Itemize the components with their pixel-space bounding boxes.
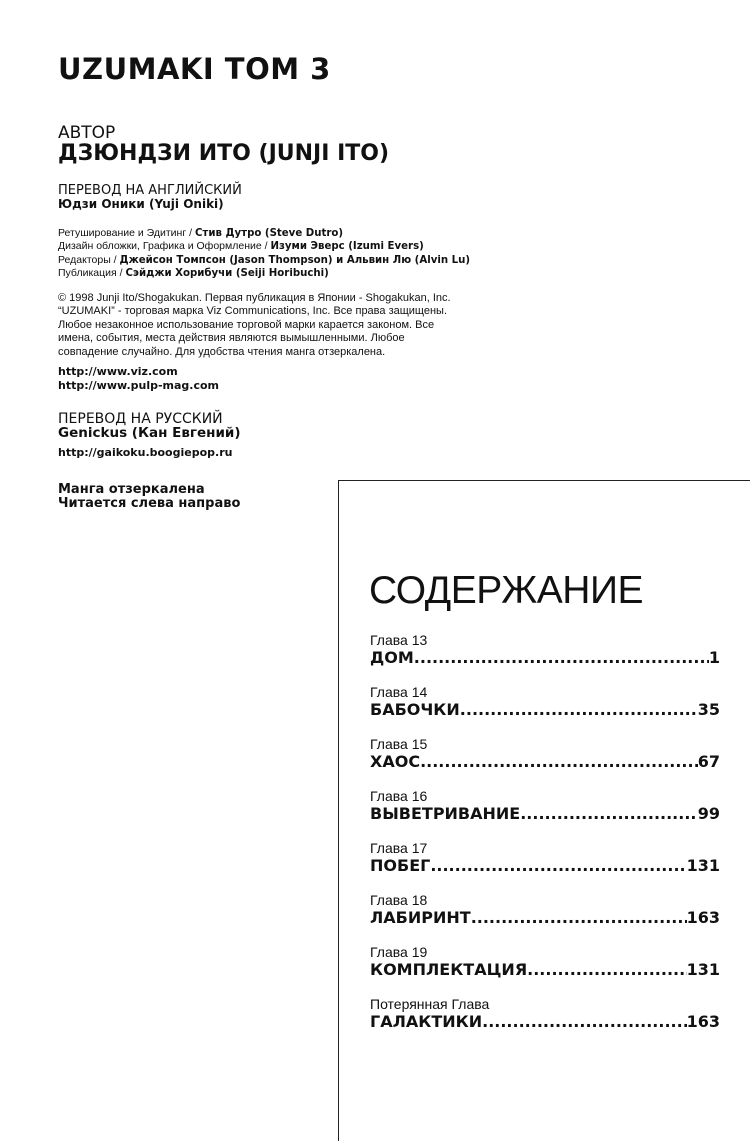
- credit-role: Редакторы /: [58, 253, 120, 266]
- mirror-note-line: Манга отзеркалена: [58, 482, 205, 497]
- credit-role: Дизайн обложки, Графика и Оформление /: [58, 240, 271, 253]
- mirror-note: [58, 483, 240, 511]
- toc-entry[interactable]: [370, 840, 720, 892]
- toc-leader-dots: [471, 908, 687, 928]
- russian-translator-name: Genickus (Кан Евгений): [58, 425, 241, 441]
- toc-leader-dots: [420, 752, 698, 772]
- toc-chapter-label: Глава 17: [370, 840, 428, 856]
- author-label: АВТОР: [58, 123, 116, 143]
- publisher-links: [58, 365, 219, 392]
- page-title: UZUMAKI ТОМ 3: [58, 52, 331, 86]
- toc-chapter-name: ДОМ: [370, 648, 414, 667]
- toc-page-number: 99: [697, 804, 720, 823]
- copyright-line: имена, события, места действия являются вымышленными. Любое: [58, 332, 405, 345]
- english-translation-label: ПЕРЕВОД НА АНГЛИЙСКИЙ: [58, 183, 242, 198]
- translator-site-link[interactable]: http://gaikoku.boogiepop.ru: [58, 446, 233, 459]
- toc-page-number: 67: [697, 752, 720, 771]
- toc-chapter-label: Глава 15: [370, 736, 428, 752]
- toc-entry[interactable]: [370, 632, 720, 684]
- toc-title: СОДЕРЖАНИЕ: [369, 569, 644, 612]
- toc-chapter-name: КОМПЛЕКТАЦИЯ: [370, 960, 528, 979]
- copyright-line: Любое незаконное использование торговой марки карается законом. Все: [58, 318, 435, 331]
- toc-chapter-label: Глава 19: [370, 944, 428, 960]
- toc-leader-dots: [414, 648, 709, 668]
- credit-role: Ретуширование и Эдитинг /: [58, 227, 195, 239]
- toc-chapter-name: БАБОЧКИ: [370, 700, 460, 719]
- copyright-notice: [58, 292, 451, 359]
- copyright-line: “UZUMAKI” - торговая марка Viz Communications, Inc. Все права защищены.: [58, 305, 448, 318]
- toc-chapter-label: Глава 14: [370, 684, 428, 700]
- toc-leader-dots: [482, 1012, 686, 1032]
- toc-chapter-label: Потерянная Глава: [370, 996, 490, 1012]
- viz-link[interactable]: http://www.viz.com: [58, 365, 178, 378]
- toc-page-number: 131: [686, 856, 720, 875]
- toc-list: [370, 632, 720, 1048]
- toc-page-number: 163: [686, 908, 720, 927]
- toc-entry[interactable]: [370, 892, 720, 944]
- russian-translation-label: ПЕРЕВОД НА РУССКИЙ: [58, 411, 223, 427]
- toc-entry[interactable]: [370, 996, 720, 1048]
- credit-name: Стив Дутро (Steve Dutro): [194, 228, 344, 239]
- toc-page-number: 1: [708, 648, 720, 667]
- toc-leader-dots: [520, 804, 698, 824]
- toc-chapter-label: Глава 16: [370, 788, 428, 804]
- english-translator-name: Юдзи Оники (Yuji Oniki): [58, 197, 224, 211]
- credits-block: [58, 227, 470, 281]
- toc-entry[interactable]: [370, 736, 720, 788]
- credit-name: Джейсон Томпсон (Jason Thompson) и Альвин Лю (Alvin Lu): [119, 254, 471, 266]
- copyright-line: совпадение случайно. Для удобства чтения манга отзеркалена.: [58, 345, 386, 358]
- toc-page-number: 35: [697, 700, 720, 719]
- credit-line: [58, 240, 470, 253]
- toc-entry[interactable]: [370, 788, 720, 840]
- toc-chapter-name: ГАЛАКТИКИ: [370, 1012, 483, 1031]
- toc-leader-dots: [527, 960, 686, 980]
- toc-chapter-name: ЛАБИРИНТ: [370, 908, 471, 927]
- pulp-mag-link[interactable]: http://www.pulp-mag.com: [58, 378, 220, 392]
- toc-page-number: 131: [686, 960, 720, 979]
- toc-chapter-label: Глава 13: [370, 632, 428, 648]
- mirror-note-line: Читается слева направо: [58, 496, 241, 511]
- author-name: ДЗЮНДЗИ ИТО (JUNJI ITO): [58, 141, 390, 166]
- credit-role: Публикация /: [58, 267, 126, 280]
- credit-name: Изуми Эверс (Izumi Evers): [270, 241, 424, 253]
- toc-chapter-name: ВЫВЕТРИВАНИЕ: [370, 804, 521, 823]
- credit-line: [58, 227, 470, 240]
- credit-line: [58, 267, 470, 280]
- toc-leader-dots: [430, 856, 686, 876]
- toc-entry[interactable]: [370, 944, 720, 996]
- toc-chapter-name: ХАОС: [370, 752, 421, 771]
- toc-chapter-name: ПОБЕГ: [370, 856, 431, 875]
- toc-entry[interactable]: [370, 684, 720, 736]
- toc-chapter-label: Глава 18: [370, 892, 428, 908]
- credit-line: [58, 254, 470, 267]
- toc-leader-dots: [460, 700, 698, 720]
- credit-name: Сэйджи Хорибучи (Seiji Horibuchi): [125, 268, 329, 280]
- copyright-line: © 1998 Junji Ito/Shogakukan. Первая публикация в Японии - Shogakukan, Inc.: [58, 292, 451, 304]
- toc-page-number: 163: [686, 1012, 720, 1031]
